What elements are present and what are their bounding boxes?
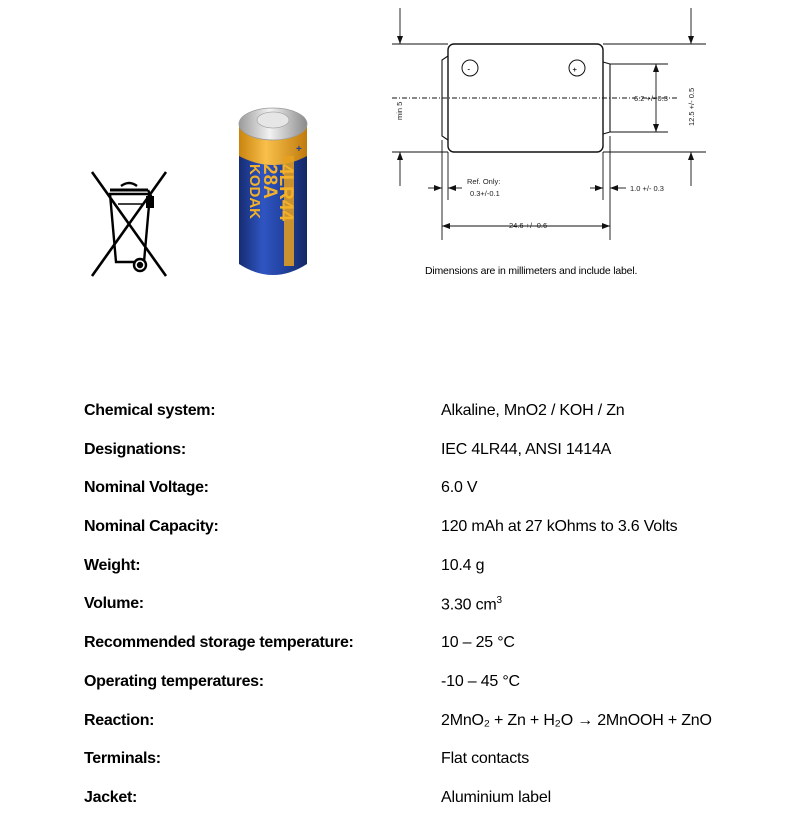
spec-row [84, 553, 784, 592]
diameter-dimension-label: 6.2 +/- 0.3 [634, 94, 668, 103]
spec-row [84, 591, 784, 630]
ref-only-label: Ref. Only: [467, 177, 501, 186]
battery-model-line2: 28A [259, 164, 280, 199]
spec-value-text: Flat contacts [441, 750, 530, 768]
spec-label: Volume: [84, 595, 144, 613]
battery-model-line1: 4LR44 [275, 164, 296, 222]
spec-value [441, 557, 484, 575]
spec-value [441, 750, 529, 768]
spec-value [441, 673, 520, 691]
height-dimension-label: 12.5 +/- 0.5 [687, 87, 696, 126]
min-dimension-label: min 5 [395, 101, 404, 120]
spec-value [441, 402, 625, 420]
spec-value-text: 3.30 cm [441, 596, 497, 614]
spec-value [441, 479, 477, 497]
spec-row [84, 475, 784, 514]
dimension-drawing [378, 0, 728, 250]
spec-row [84, 630, 784, 669]
spec-value-text: -10 – 45 °C [441, 672, 520, 690]
spec-value-text: 10 – 25 °C [441, 634, 515, 652]
spec-row [84, 514, 784, 553]
length-dimension-label: 24.6 +/- 0.6 [509, 221, 548, 230]
spec-value-text: IEC 4LR44, ANSI 1414A [441, 440, 612, 458]
spec-label: Nominal Capacity: [84, 518, 219, 536]
spec-value-text: 6.0 V [441, 479, 478, 497]
spec-row [84, 785, 784, 824]
spec-row [84, 398, 784, 437]
spec-value [441, 595, 502, 614]
spec-value [441, 789, 551, 807]
dimension-note: Dimensions are in millimeters and include label. [425, 265, 638, 277]
spec-row [84, 437, 784, 476]
spec-label: Reaction: [84, 711, 155, 729]
spec-table [84, 398, 784, 824]
ref-only-tolerance-label: 0.3+/-0.1 [470, 189, 500, 198]
spec-label: Operating temperatures: [84, 672, 264, 690]
battery-brand: KODAK [246, 164, 263, 219]
spec-row [84, 746, 784, 785]
spec-value [441, 634, 515, 652]
spec-label: Jacket: [84, 788, 138, 806]
spec-value-text: 2MnO₂ + Zn + H₂O → 2MnOOH + ZnO [441, 711, 712, 729]
spec-label: Designations: [84, 440, 186, 458]
positive-terminal-symbol: + [572, 65, 577, 74]
spec-value-text: Aluminium label [441, 788, 551, 806]
spec-value-text: 10.4 g [441, 556, 485, 574]
spec-value [441, 712, 712, 730]
spec-value-text: 120 mAh at 27 kOhms to 3.6 Volts [441, 518, 678, 536]
spec-row [84, 708, 784, 747]
spec-label: Weight: [84, 556, 141, 574]
spec-row [84, 669, 784, 708]
spec-label: Chemical system: [84, 402, 216, 419]
spec-value-superscript: 3 [496, 595, 502, 607]
spec-value [441, 441, 611, 459]
battery-plus-mark: + [296, 144, 302, 155]
battery-image [236, 104, 310, 282]
spec-value [441, 518, 677, 536]
crossed-out-wheelie-bin-icon [88, 168, 170, 280]
negative-terminal-symbol: - [467, 64, 470, 74]
spec-label: Recommended storage temperature: [84, 634, 354, 652]
terminal-dimension-label: 1.0 +/- 0.3 [630, 184, 664, 193]
spec-value-text: Alkaline, MnO2 / KOH / Zn [441, 402, 625, 419]
spec-label: Terminals: [84, 750, 161, 768]
spec-label: Nominal Voltage: [84, 479, 209, 497]
